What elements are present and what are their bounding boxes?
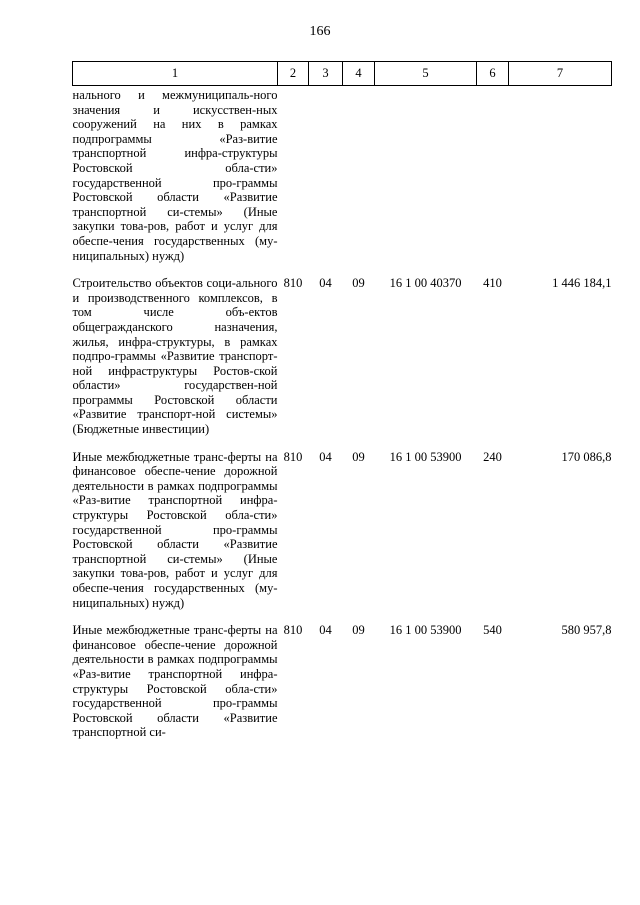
row-description: Иные межбюджетные транс-ферты на финансовое обеспе-чение дорожной деятельности в рамках подпрограммы «Раз-витие транспортной инфра-структуры Ростовской обла-сти» государственной про-граммы Ростовской области «Развитие транспортной си-стемы» (Иные закупки това-ров, работ и услуг для обеспе-чения государственных (му-ниципальных) нужд) [72,449,278,610]
row-expense-type [477,86,509,277]
row-amount: 580 957,8 [561,623,612,638]
row-expense-type: 410 [483,276,502,291]
row-target-article: 16 1 00 53900 [389,449,462,464]
header-col-2: 2 [278,62,309,86]
row-section-code: 04 [319,449,332,464]
row-subsection-code [343,86,375,277]
page-number: 166 [309,24,331,39]
row-subsection-code: 09 [352,449,365,464]
row-amount [509,86,612,277]
row-subsection-code: 09 [352,623,365,638]
row-ministry-code: 810 [283,623,303,638]
header-row [73,62,612,86]
header-col-7: 7 [509,62,612,86]
row-expense-type: 240 [483,449,502,464]
row-description: Иные межбюджетные транс-ферты на финансовое обеспе-чение дорожной деятельности в рамках подпрограммы «Раз-витие транспортной инфра-структуры Ростовской обла-сти» государственной про-граммы Ростовской области «Развитие транспортной си- [72,623,278,740]
table-row [73,623,612,753]
row-section-code: 04 [319,276,332,291]
row-section-code [309,86,343,277]
header-col-4: 4 [343,62,375,86]
row-subsection-code: 09 [352,276,365,291]
header-col-3: 3 [309,62,343,86]
row-ministry-code: 810 [283,276,303,291]
row-description: Строительство объектов соци-ального и производственного комплексов, в том числе объ-ектов общегражданского назначения, жилья, инфра-структуры, в рамках подпро-граммы «Развитие транспорт-ной инфраструктуры Ростов-ской области» государствен-ной программы Ростовской области «Развитие транспорт-ной системы» (Бюджетные инвестиции) [72,276,278,437]
row-ministry-code: 810 [283,449,303,464]
row-amount: 1 446 184,1 [552,276,612,291]
row-target-article: 16 1 00 53900 [389,623,462,638]
row-ministry-code [278,86,309,277]
table-row [73,276,612,450]
row-target-article [375,86,477,277]
table-row [73,450,612,624]
budget-table [72,61,612,753]
row-description: нального и межмуниципаль-ного значения и искусствен-ных сооружений на них в рамках подпрограммы «Раз-витие транспортной инфра-структуры Ростовской обла-сти» государственной про-граммы Ростовской области «Развитие транспортной си-стемы» (Иные закупки това-ров, работ и услуг для обеспе-чения государственных (му-ниципальных) нужд) [72,88,278,263]
header-col-6: 6 [477,62,509,86]
header-col-1: 1 [73,62,278,86]
header-col-5: 5 [375,62,477,86]
row-target-article: 16 1 00 40370 [389,276,462,291]
row-section-code: 04 [319,623,332,638]
row-amount: 170 086,8 [561,449,612,464]
table-row [73,86,612,277]
row-expense-type: 540 [483,623,502,638]
